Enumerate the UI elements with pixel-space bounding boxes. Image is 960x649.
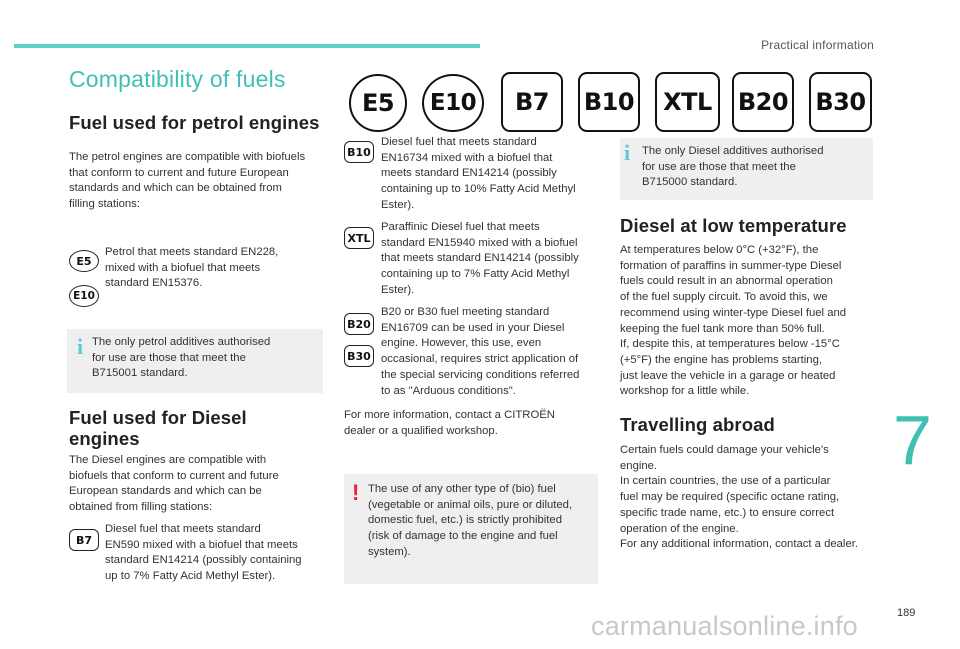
chapter-number: 7 [893,401,932,479]
b7-description: Diesel fuel that meets standard EN590 mixed with a biofuel that meets standard EN14214 (possibly containing up to 7% Fatty Acid Methyl Ester). [105,523,302,583]
e5-badge: E5 [69,250,99,272]
diesel-additives-note [620,138,873,200]
abroad-heading: Travelling abroad [620,414,775,435]
b20-badge: B20 [344,313,374,335]
fuel-badge-e10: E10 [422,74,484,132]
info-icon: i [77,334,84,359]
petrol-note-text: The only petrol additives authorised for use are those that meet the B715001 standard. [92,336,271,380]
abroad-text: Certain fuels could damage your vehicle's engine. In certain countries, the use of a particular fuel may be required (specific octane rating, specific trade name, etc.) to ensure correct operation of the engine. For any additional information, contact a dealer. [620,444,859,551]
page-number: 189 [897,607,916,619]
fuel-badge-b20: B20 [732,72,794,132]
xtl-description: Paraffinic Diesel fuel that meets standard EN15940 mixed with a biofuel that meets standard EN14214 (possibly containing up to 7% Fatty Acid Methyl Ester). [381,221,579,296]
petrol-heading: Fuel used for petrol engines [69,112,320,133]
diesel-heading: Fuel used for Diesel engines [69,407,247,449]
e10-badge: E10 [69,285,99,307]
contact-dealer-text: For more information, contact a CITROËN dealer or a qualified workshop. [344,409,555,437]
b20-b30-description: B20 or B30 fuel meeting standard EN16709 can be used in your Diesel engine. However, this use, even occasional, requires strict application of the special servicing conditions referred to as "Arduous conditions". [381,306,580,397]
diesel-intro: The Diesel engines are compatible with biofuels that conform to current and future European standards and which can be obtained from filling stations: [69,454,279,514]
warning-text: The use of any other type of (bio) fuel (vegetable or animal oils, pure or diluted, domestic fuel, etc.) is strictly prohibited (risk of damage to the engine and fuel system). [368,483,573,558]
xtl-badge: XTL [344,227,374,249]
watermark: carmanualsonline.info [591,611,858,641]
b30-badge: B30 [344,345,374,367]
page-title: Compatibility of fuels [69,66,286,92]
low-temp-heading: Diesel at low temperature [620,215,847,236]
warning-icon: ! [352,480,360,505]
fuel-badge-b7: B7 [501,72,563,132]
petrol-additives-note [67,329,323,393]
diesel-note-text: The only Diesel additives authorised for use are those that meet the B715000 standard. [642,145,824,189]
petrol-intro: The petrol engines are compatible with biofuels that conform to current and future European standards and which can be obtained from filling stations: [69,151,306,211]
fuel-badge-b30: B30 [809,72,872,132]
low-temp-text: At temperatures below 0°C (+32°F), the formation of paraffins in summer-type Diesel fuels could result in an abnormal operation of the fuel supply circuit. To avoid this, we recommend using winter-type Diesel fuel and keeping the fuel tank more than 50% full. If, despite this, at temperatures below -15°C (+5°F) the engine has problems starting, just leave the vehicle in a garage or heated workshop for a little while. [620,244,847,398]
fuel-warning-note [344,474,598,584]
b7-badge: B7 [69,529,99,551]
info-icon: i [624,140,631,165]
b10-badge: B10 [344,141,374,163]
b10-description: Diesel fuel that meets standard EN16734 mixed with a biofuel that meets standard EN14214 (possibly containing up to 10% Fatty Acid Methyl Ester). [381,136,576,211]
fuel-badge-e5: E5 [349,74,407,132]
header-accent-bar [14,44,480,48]
fuel-badge-xtl: XTL [655,72,720,132]
petrol-e-description: Petrol that meets standard EN228, mixed with a biofuel that meets standard EN15376. [105,246,279,290]
section-title: Practical information [761,38,874,52]
fuel-badge-b10: B10 [578,72,640,132]
